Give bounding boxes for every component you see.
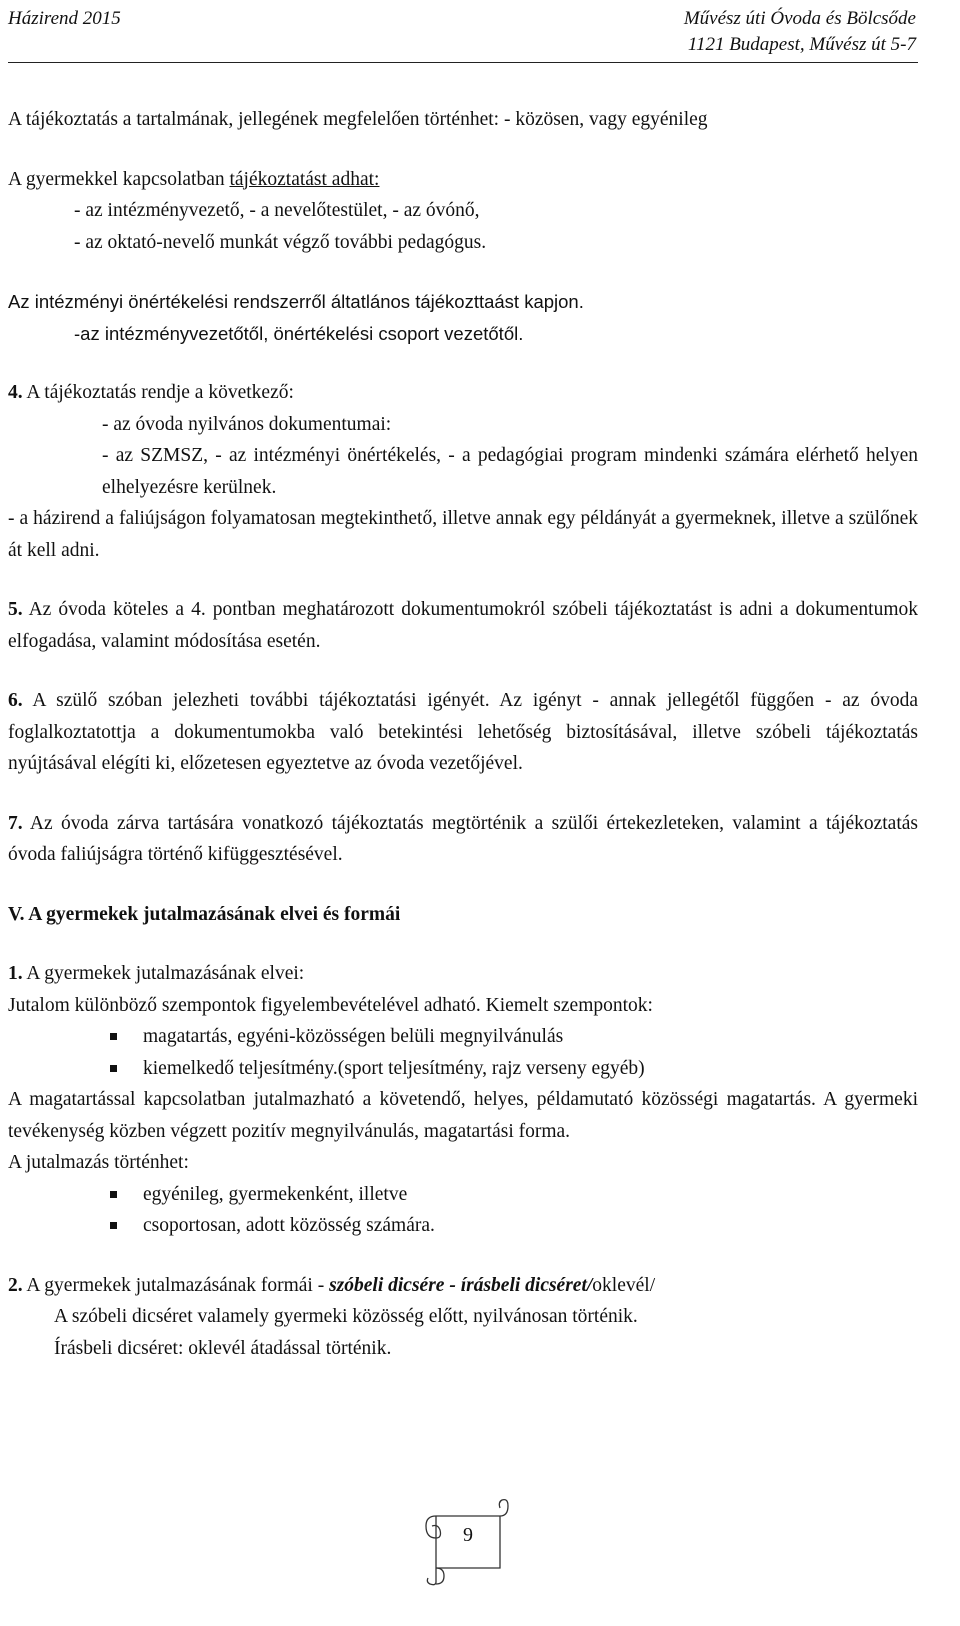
page-number: 9: [463, 1524, 473, 1546]
bullet-item-group: csoportosan, adott közösség számára.: [8, 1210, 918, 1242]
bullet-item-performance: kiemelkedő teljesítmény.(sport teljesítmény, rajz verseny egyéb): [8, 1053, 918, 1085]
point-4-item-b: - az SZMSZ, - az intézményi önértékelés, - a pedagógiai program mindenki számára elérhető helyen elhelyezésre kerülnek.: [102, 445, 918, 498]
subsection-2-written-praise: Írásbeli dicséret: oklevél átadással történik.: [54, 1337, 392, 1359]
point-7: [8, 808, 918, 871]
point-7-text: Az óvoda zárva tartására vonatkozó tájékoztatás megtörténik a szülői értekezleteken, valamint a tájékoztatás óvoda faliújságra történő kifüggesztésével.: [8, 812, 918, 865]
paragraph-self-evaluation: Az intézményi önértékelési rendszerről áltatlános tájékozttaást kapjon.: [8, 291, 584, 312]
section-title: V. A gyermekek jutalmazásának elvei és formái: [8, 903, 401, 925]
point-6-number: 6.: [8, 690, 23, 711]
point-5-number: 5.: [8, 599, 23, 620]
subsection-2-forms-emphasis: szóbeli dicsére - írásbeli dicséret/: [329, 1274, 593, 1296]
bullet-item-individual: egyénileg, gyermekenként, illetve: [8, 1179, 918, 1211]
page-number-scroll: [418, 1494, 518, 1586]
subsection-1-title: A gyermekek jutalmazásának elvei:: [22, 963, 305, 984]
subsection-2-forms-rest: oklevél/: [592, 1274, 656, 1296]
info-givers-intro: A gyermekkel kapcsolatban: [8, 168, 230, 190]
self-evaluation-source: -az intézményvezetőtől, önértékelési csoport vezetőtől.: [74, 322, 524, 344]
point-6-text: A szülő szóban jelezheti további tájékoztatási igényét. Az igényt - annak jellegétől függően - az óvoda foglalkoztatottja a dokumentumokba való betekintési lehetőség biztosításával, illetve szóbeli tájékoztatás nyújtásával elégíti ki, előzetesen egyeztetve az óvoda vezetőjével.: [8, 690, 918, 774]
page-body: [8, 104, 918, 1364]
subsection-2-number: 2.: [8, 1274, 23, 1296]
subsection-1-intro: Jutalom különböző szempontok figyelembevételével adható. Kiemelt szempontok:: [8, 994, 653, 1016]
paragraph-info-givers: [8, 164, 918, 196]
info-givers-underlined: tájékoztatást adhat:: [229, 168, 380, 190]
info-givers-line2: - az oktató-nevelő munkát végző további pedagógus.: [74, 231, 487, 253]
point-4-item-c: - a házirend a faliújságon folyamatosan megtekinthető, illetve annak egy példányát a gyermeknek, illetve a szülőnek át kell adni.: [8, 508, 918, 561]
point-7-number: 7.: [8, 812, 23, 834]
point-5-text: Az óvoda köteles a 4. pontban meghatározott dokumentumokról szóbeli tájékoztatást is adni a dokumentumok elfogadása, valamint módosítása esetén.: [8, 599, 918, 652]
point-4-number: 4.: [8, 382, 23, 403]
info-givers-line1: - az intézményvezető, - a nevelőtestület, - az óvónő,: [74, 200, 480, 221]
subsection-2-oral-praise: A szóbeli dicséret valamely gyermeki közösség előtt, nyilvánosan történik.: [54, 1306, 638, 1327]
subsection-1-heading: [8, 958, 918, 990]
subsection-2-heading: [8, 1270, 918, 1302]
point-4-item-a: - az óvoda nyilvános dokumentumai:: [102, 413, 392, 435]
bullet-item-behavior: magatartás, egyéni-közösségen belüli megnyilvánulás: [8, 1021, 918, 1053]
point-5: [8, 594, 918, 657]
subsection-1-reward-intro: A jutalmazás történhet:: [8, 1152, 189, 1173]
subsection-1-number: 1.: [8, 963, 23, 984]
point-4-heading: [8, 377, 918, 409]
header-institution-name: Művész úti Óvoda és Bölcsőde: [683, 8, 916, 29]
header-institution: [684, 6, 916, 58]
subsection-2-title: A gyermekek jutalmazásának formái -: [22, 1274, 330, 1296]
header-institution-address: 1121 Budapest, Művész út 5-7: [687, 34, 916, 55]
header-divider: [8, 62, 918, 63]
paragraph-info-manner: A tájékoztatás a tartalmának, jellegének megfelelően történhet: - közösen, vagy egyénileg: [8, 109, 708, 130]
point-6: [8, 685, 918, 780]
point-4-title: A tájékoztatás rendje a következő:: [22, 382, 294, 403]
header-document-title: Házirend 2015: [8, 8, 121, 29]
subsection-1-behavior-text: A magatartással kapcsolatban jutalmazható a követendő, helyes, példamutató közösségi magatartás. A gyermeki tevékenység közben végzett pozitív megnyilvánulás, magatartási forma.: [8, 1089, 918, 1142]
